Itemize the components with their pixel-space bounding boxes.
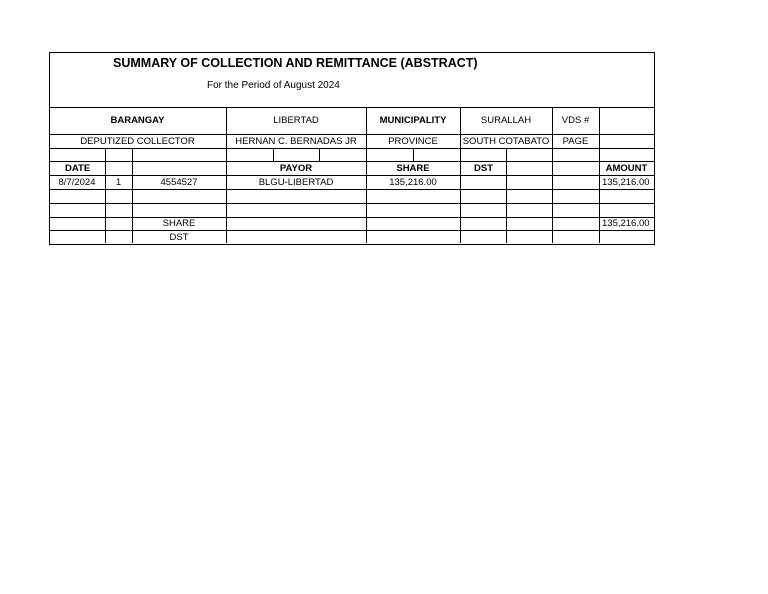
page-label: PAGE (562, 136, 589, 147)
col-sep (105, 148, 106, 175)
province-value: SOUTH COTABATO (462, 136, 550, 147)
col-sep (552, 161, 553, 243)
row-share: 135,216.00 (389, 177, 437, 188)
total-share-label: SHARE (162, 218, 196, 229)
total-share-amount: 135,216.00 (602, 218, 650, 229)
abstract-form (49, 52, 655, 245)
col-header-share: SHARE (396, 163, 430, 174)
collector-label: DEPUTIZED COLLECTOR (80, 136, 195, 147)
row-date: 8/7/2024 (58, 177, 96, 188)
rule-row-4 (49, 230, 654, 231)
municipality-label: MUNICIPALITY (379, 115, 447, 126)
row-number: 1 (115, 177, 122, 188)
barangay-label: BARANGAY (110, 115, 165, 126)
row-receipt: 4554527 (160, 177, 198, 188)
col-sep (319, 148, 320, 161)
barangay-value: LIBERTAD (273, 115, 319, 126)
collector-value: HERNAN C. BERNADAS JR (235, 136, 357, 147)
col-sep (460, 161, 461, 243)
page-title: SUMMARY OF COLLECTION AND REMITTANCE (ABSTRACT) (113, 56, 478, 70)
col-sep (273, 148, 274, 161)
rule-row-1 (49, 189, 654, 190)
col-header-date: DATE (65, 163, 91, 174)
rule-col-headers (49, 175, 654, 176)
rule-info-2 (49, 148, 654, 149)
row-amount: 135,216.00 (602, 177, 650, 188)
rule-blank (49, 161, 654, 162)
period-text: For the Period of August 2024 (207, 80, 340, 91)
col-header-amount: AMOUNT (605, 163, 648, 174)
vds-label: VDS # (561, 115, 590, 126)
col-header-dst: DST (474, 163, 493, 174)
total-dst-label: DST (169, 232, 189, 243)
rule-info-1 (49, 134, 654, 135)
municipality-value: SURALLAH (480, 115, 532, 126)
row-payor: BLGU-LIBERTAD (258, 177, 334, 188)
rule-header (49, 107, 654, 108)
col-sep (132, 148, 133, 175)
col-sep (413, 148, 414, 161)
rule-row-2 (49, 203, 654, 204)
col-sep (506, 148, 507, 243)
col-header-payor: PAYOR (279, 163, 313, 174)
col-sep (599, 107, 600, 162)
province-label: PROVINCE (388, 136, 438, 147)
